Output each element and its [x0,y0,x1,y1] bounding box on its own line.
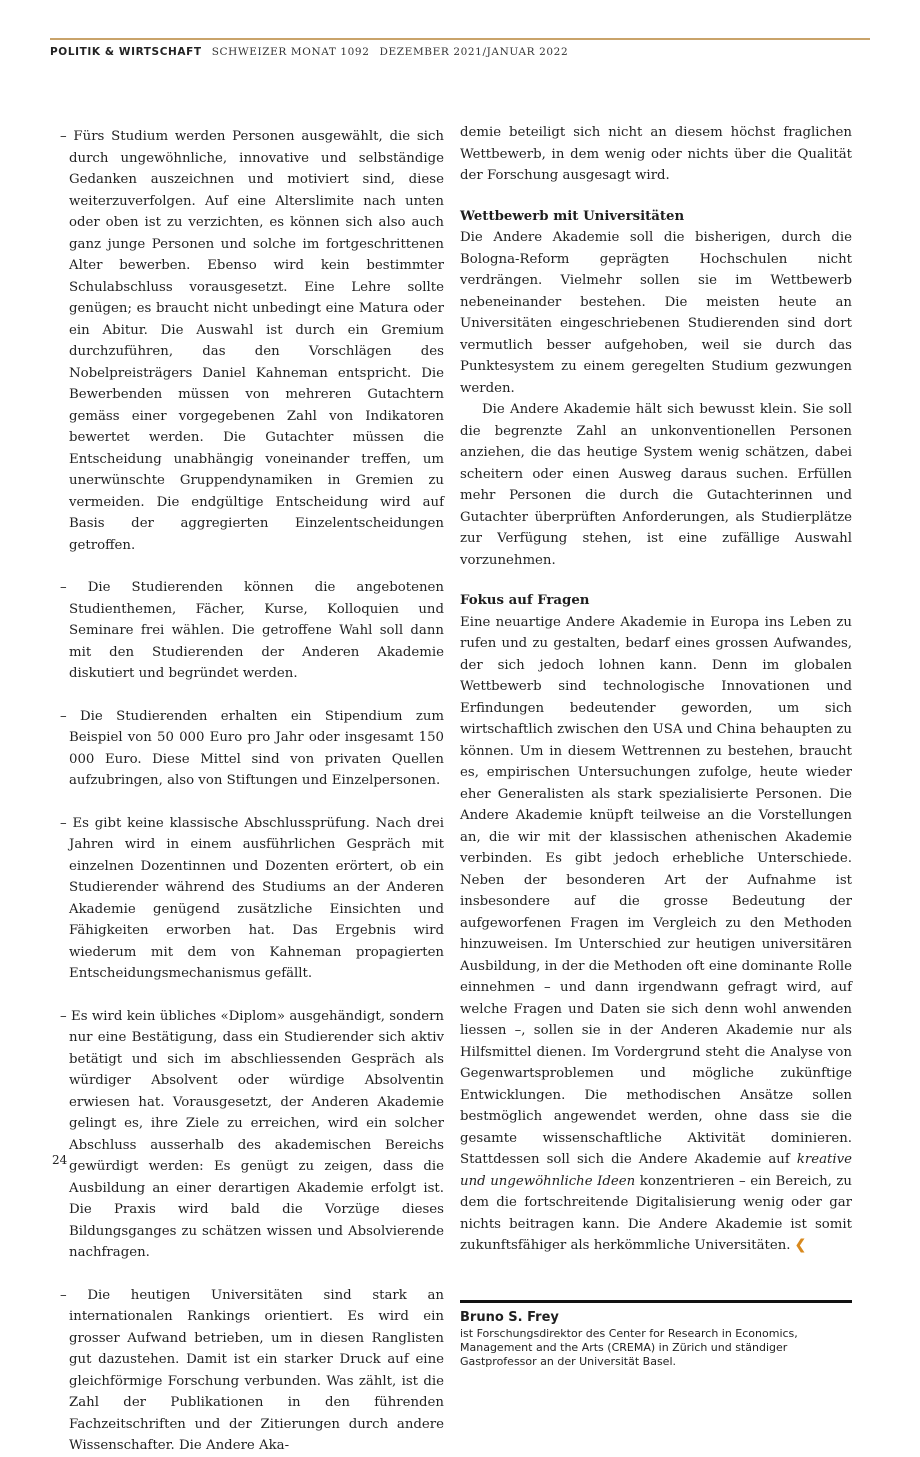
page-number: 24 [52,1153,68,1167]
running-header [50,38,870,59]
paragraph-text: Eine neuartige Andere Akademie in Europa ins Leben zu rufen und zu gestalten, bedarf eines grossen Aufwandes, der sich jedoch lohnen kann. Denn im globalen Wettbewerb sind technologische Innovationen und Erfindungen bedeutender geworden, um sich wirtschaftlich zwischen den USA und China behaupten zu können. Um in diesem Wettrennen zu bestehen, braucht es, empirischen Untersuchungen zufolge, heute wieder eher Generalisten als stark spezialisierte Personen. Die Andere Akademie knüpft teilweise an die Vorstellungen an, die wir mit der klassischen athenischen Akademie verbinden. Es gibt jedoch erhebliche Unterschiede. Neben der besonderen Art der Aufnahme ist insbesondere auf die grosse Bedeutung der aufgeworfenen Fragen im Vergleich zu den Methoden hinzuweisen. Im Unterschied zur heutigen universitären Ausbildung, in der die Methoden oft eine dominante Rolle einnehmen – und dann irgendwann gefragt wird, auf welche Fragen und Daten sie sich denn wohl anwenden liessen –, sollen sie in der Anderen Akademie nur als Hilfsmittel dienen. Im Vordergrund steht die Analyse von Gegenwartsproblemen und mögliche zukünftige Entwicklungen. Die methodischen Ansätze sollen bestmöglich angewendet werden, ohne dass sie die gesamte wissenschaftliche Aktivität dominieren. Stattdessen soll sich die Andere Akademie auf [460,614,852,1167]
list-item: – Die Studierenden können die angebotenen Studienthemen, Fächer, Kurse, Kolloquien und Seminare frei wählen. Die getroffene Wahl soll dann mit den Studierenden der Anderen Akademie diskutiert und begründet werden. [60,580,444,681]
paragraph: Die Andere Akademie soll die bisherigen, durch die Bologna-Reform geprägten Hochschulen nicht verdrängen. Vielmehr sollen sie im Wettbewerb nebeneinander bestehen. Die meisten heute an Universitäten eingeschriebenen Studierenden sind dort vermutlich besser aufgehoben, weil sie durch das Punktesystem zu einem geregelten Studium gezwungen werden. [460,230,852,396]
continuation-paragraph: demie beteiligt sich nicht an diesem höchst fraglichen Wettbewerb, in dem wenig oder nichts über die Qualität der Forschung ausgesagt wird. [460,125,852,183]
list-item: – Fürs Studium werden Personen ausgewählt, die sich durch ungewöhnliche, innovative und selbständige Gedanken auszeichnen und motiviert sind, diese weiterzuverfolgen. Auf eine Alterslimite nach unten oder oben ist zu verzichten, es können sich also auch ganz junge Personen und solche im fortgeschrittenen Alter bewerben. Ebenso wird kein bestimmter Schulabschluss vorausgesetzt. Eine Lehre sollte genügen; es braucht nicht unbedingt eine Matura oder ein Abitur. Die Auswahl ist durch ein Gremium durchzuführen, das den Vorschlägen des Nobelpreisträgers Daniel Kahneman entspricht. Die Bewerbenden müssen von mehreren Gutachtern gemäss einer vorgegebenen Zahl von Indikatoren bewertet werden. Die Gutachter müssen die Entscheidung unabhängig voneinander treffen, um unerwünschte Gruppendynamiken in Gremien zu vermeiden. Die endgültige Entscheidung wird auf Basis der aggregierten Einzelentscheidungen getroffen. [60,129,444,553]
end-mark-icon: ❮ [794,1238,806,1253]
author-bio: ist Forschungsdirektor des Center for Research in Economics, Management and the Arts (CREMA) in Zürich und ständiger Gastprofessor an der Universität Basel. [460,1326,798,1368]
author-divider [460,1300,852,1303]
header-issue: DEZEMBER 2021/JANUAR 2022 [379,46,569,58]
right-column [460,122,852,1369]
section-heading-focus: Fokus auf Fragen [460,593,590,608]
header-magazine: SCHWEIZER MONAT 1092 [211,46,370,58]
left-column [60,126,444,1457]
paragraph-focus [460,612,852,1257]
list-item: – Es wird kein übliches «Diplom» ausgehändigt, sondern nur eine Bestätigung, dass ein Studierender sich aktiv betätigt und sich im abschliessenden Gespräch als würdiger Absolvent oder würdige Absolventin erwiesen hat. Vorausgesetzt, der Anderen Akademie gelingt es, ihre Ziele zu erreichen, wird ein solcher Abschluss ausserhalb des akademischen Bereichs gewürdigt werden: Es genügt zu zeigen, dass die Ausbildung an einer derartigen Akademie erfolgt ist. Die Praxis wird bald die Vorzüge dieses Bildungsganges zu schätzen wissen und Absolvierende nachfragen. [60,1008,444,1260]
paragraph-emphasis: kreative und ungewöhnliche Ideen [460,1152,852,1189]
list-item: – Die Studierenden erhalten ein Stipendium zum Beispiel von 50 000 Euro pro Jahr oder insgesamt 150 000 Euro. Diese Mittel sind von privaten Quellen aufzubringen, also von Stiftungen und Einzelpersonen. [60,708,444,788]
author-name: Bruno S. Frey [460,1309,559,1325]
section-heading-competition: Wettbewerb mit Universitäten [460,208,685,224]
paragraph: Die Andere Akademie hält sich bewusst klein. Sie soll die begrenzte Zahl an unkonventionellen Personen anziehen, die das heutige System wenig schätzen, dabei scheitern oder einen Ausweg daraus suchen. Erfüllen mehr Personen die durch die Gutachterinnen und Gutachter überprüften Anforderungen, als Studierplätze zur Verfügung stehen, ist eine zufällige Auswahl vorzunehmen. [460,402,852,568]
list-item: – Die heutigen Universitäten sind stark an internationalen Rankings orientiert. Es wird ein grosser Aufwand betrieben, um in diesen Ranglisten gut dazustehen. Damit ist ein starker Druck auf eine gleichförmige Forschung verbunden. Was zählt, ist die Zahl der Publikationen in den führenden Fachzeitschriften und der Zitierungen durch andere Wissenschafter. Die Andere Aka- [60,1287,444,1453]
header-section: POLITIK & WIRTSCHAFT [50,46,202,58]
paragraph-text: konzentrieren – ein Bereich, zu dem die fortschreitende Digitalisierung wenig oder gar nichts beitragen kann. Die Andere Akademie ist somit zukunftsfähiger als herkömmliche Universitäten. [460,1173,852,1253]
list-item: – Es gibt keine klassische Abschlussprüfung. Nach drei Jahren wird in einem ausführlichen Gespräch mit einzelnen Dozentinnen und Dozenten erörtert, ob ein Studierender während des Studiums an der Anderen Akademie genügend zusätzliche Einsichten und Fähigkeiten erworben hat. Das Ergebnis wird wiederum mit dem von Kahneman propagierten Entscheidungsmechanismus gefällt. [60,815,444,981]
